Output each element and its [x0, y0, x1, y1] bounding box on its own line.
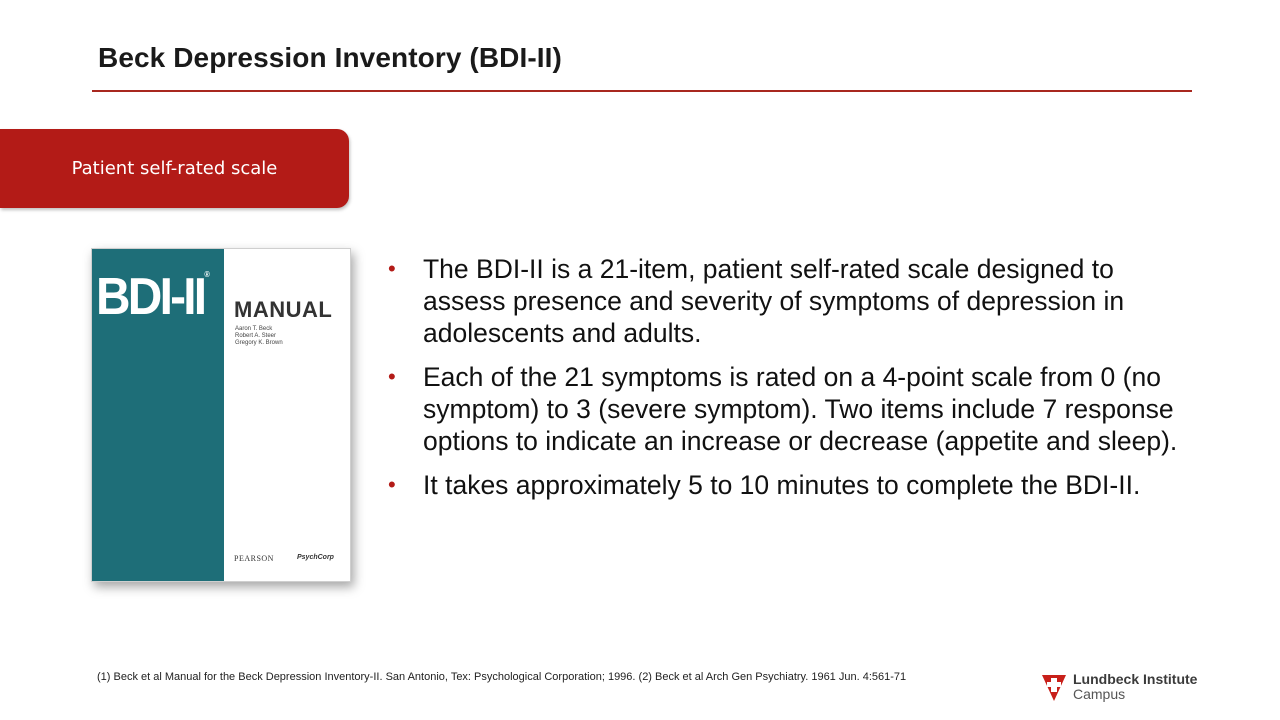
cover-author: Aaron T. Beck	[235, 326, 273, 332]
bullet-item	[388, 469, 1178, 501]
cover-publisher: PEARSON	[234, 554, 274, 563]
cover-heading: MANUAL	[234, 297, 333, 322]
bullet-item	[388, 253, 1178, 349]
brand-logo	[1040, 671, 1197, 703]
brand-text	[1073, 672, 1197, 702]
brand-name: Lundbeck Institute	[1073, 671, 1198, 687]
cover-logo-text: BDI-II	[96, 268, 205, 326]
cover-imprint: PsychCorp	[297, 554, 334, 561]
brand-subtitle: Campus	[1073, 686, 1126, 702]
bullet-dot-icon: •	[388, 364, 396, 389]
bullet-dot-icon: •	[388, 472, 396, 497]
category-tab-label: Patient self-rated scale	[71, 158, 278, 179]
category-tab	[0, 129, 349, 208]
cover-author: Gregory K. Brown	[235, 340, 283, 346]
cover-logo	[96, 268, 210, 326]
bullet-text: It takes approximately 5 to 10 minutes to complete the BDI-II.	[423, 470, 1141, 500]
bullet-dot-icon: •	[388, 256, 396, 281]
bullet-text: The BDI-II is a 21-item, patient self-rated scale designed to assess presence and severity of symptoms of depression in adolescents and adults.	[423, 254, 1125, 348]
cover-author: Robert A. Steer	[235, 333, 277, 339]
slide-title: Beck Depression Inventory (BDI-II)	[98, 42, 562, 73]
bullet-text: Each of the 21 symptoms is rated on a 4-point scale from 0 (no symptom) to 3 (severe symptom). Two items include 7 response options to indicate an increase or decrease (appetite and sleep).	[423, 362, 1178, 456]
cover-authors	[235, 326, 283, 347]
title-divider	[92, 90, 1192, 92]
lundbeck-mark-icon	[1040, 671, 1068, 703]
references-footnote: (1) Beck et al Manual for the Beck Depression Inventory-II. San Antonio, Tex: Psychological Corporation; 1996. (2) Beck et al Arch Gen Psychiatry. 1961 Jun. 4:561-71	[97, 671, 907, 683]
bdi-manual-cover-image	[91, 248, 351, 582]
bullet-list	[388, 253, 1178, 513]
cover-logo-mark: ®	[204, 270, 210, 279]
bullet-item	[388, 361, 1178, 457]
